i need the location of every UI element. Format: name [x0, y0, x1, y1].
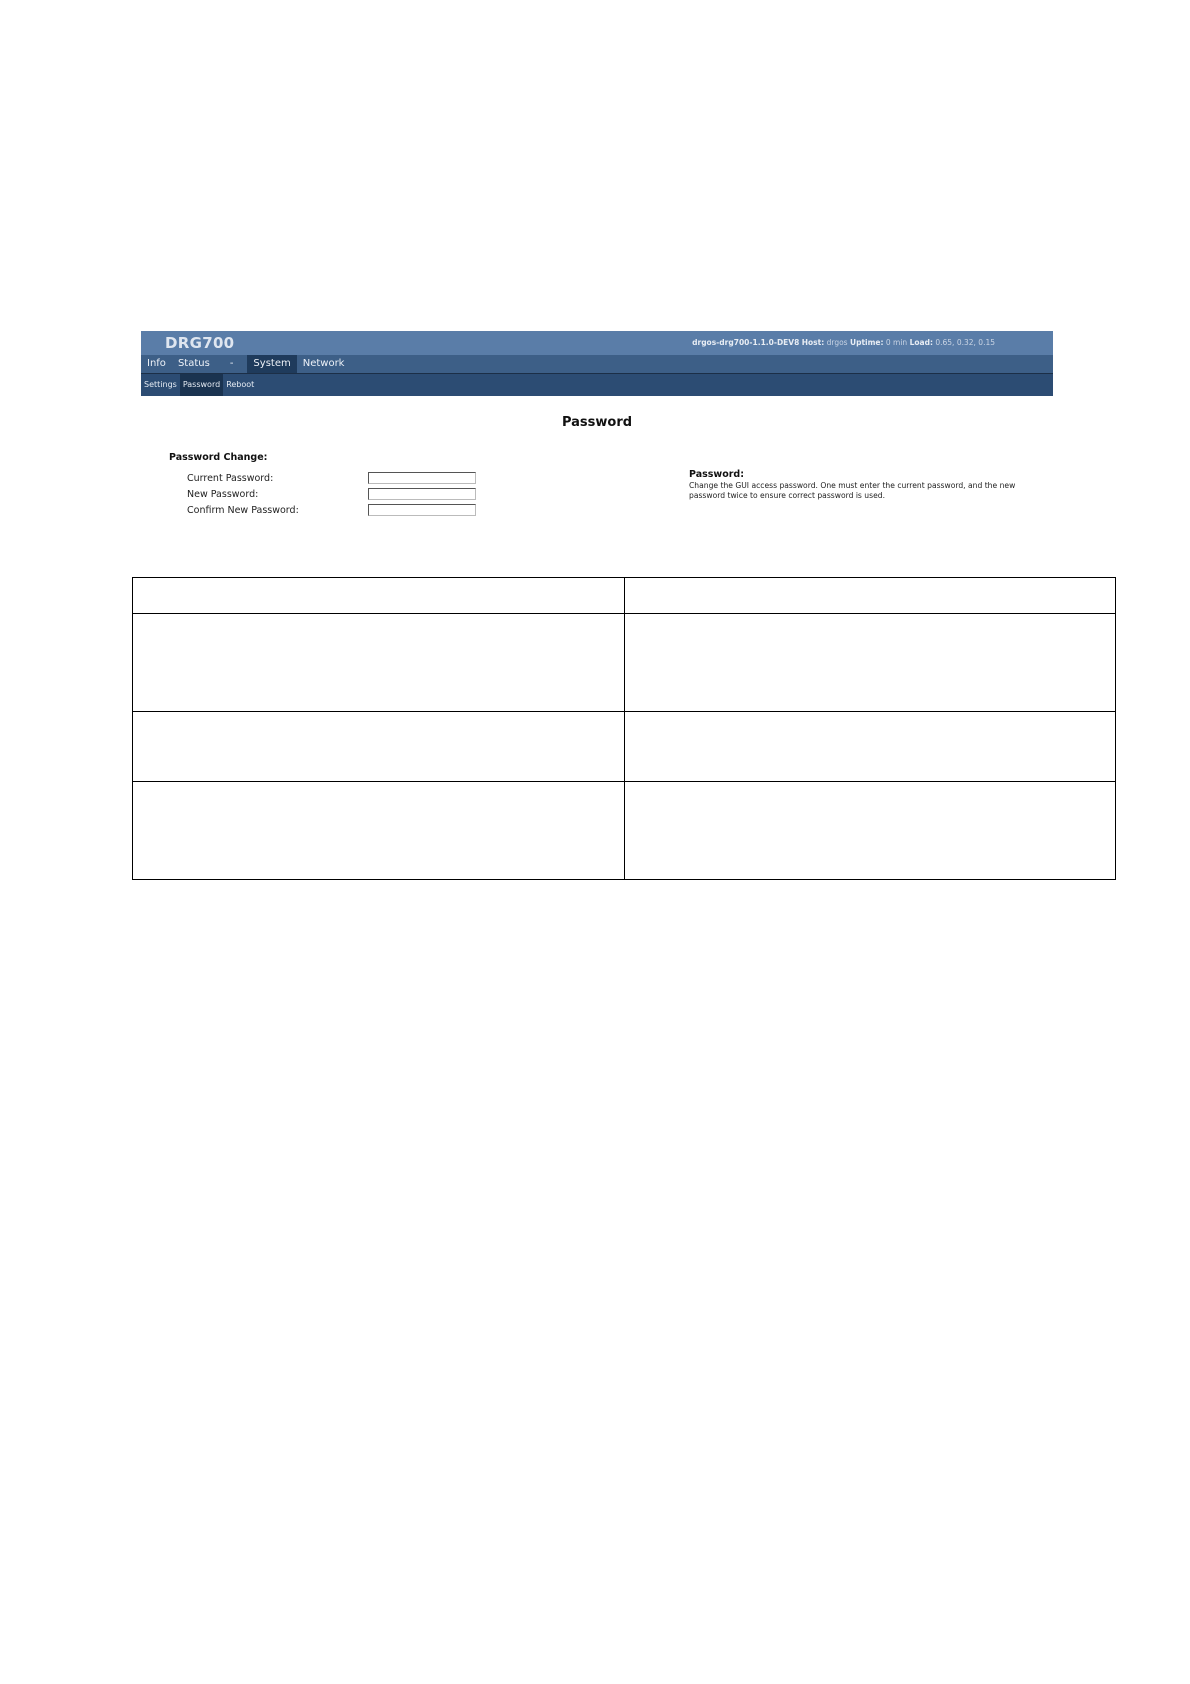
table-cell: [625, 712, 1116, 782]
load-label: Load:: [909, 338, 933, 347]
new-password-row: [187, 489, 517, 503]
table-row: [133, 614, 1116, 712]
confirm-password-input[interactable]: [368, 504, 476, 516]
confirm-password-label: Confirm New Password:: [187, 505, 299, 516]
current-password-input[interactable]: [368, 472, 476, 484]
system-info: [692, 338, 995, 347]
table-cell: [133, 712, 625, 782]
table-cell: [625, 782, 1116, 880]
table-cell: [133, 782, 625, 880]
form-heading: Password Change:: [169, 452, 268, 463]
table-cell: [625, 578, 1116, 614]
host-value: drgos: [826, 338, 848, 347]
table-cell: [133, 614, 625, 712]
subtab-password[interactable]: Password: [180, 374, 223, 396]
subtab-reboot[interactable]: Reboot: [226, 380, 255, 389]
current-password-row: [187, 473, 517, 487]
new-password-label: New Password:: [187, 489, 259, 500]
page-title: Password: [561, 415, 633, 430]
uptime-value: 0 min: [885, 338, 908, 347]
firmware-version: drgos-drg700-1.1.0-DEV8: [692, 338, 800, 347]
header-bar: [141, 331, 1053, 355]
tab-info[interactable]: Info: [147, 358, 166, 369]
subtab-settings[interactable]: Settings: [144, 380, 177, 389]
uptime-label: Uptime:: [849, 338, 884, 347]
tab-system[interactable]: System: [247, 355, 296, 373]
tab-separator[interactable]: -: [229, 358, 234, 369]
help-text: Change the GUI access password. One must enter the current password, and the new password twice to ensure correct password is used.: [689, 481, 1016, 500]
current-password-label: Current Password:: [187, 473, 274, 484]
empty-table: [132, 577, 1116, 880]
help-panel: [689, 469, 1039, 500]
new-password-input[interactable]: [368, 488, 476, 500]
table-row: [133, 712, 1116, 782]
router-gui-screenshot: [141, 331, 1053, 521]
sub-nav: [141, 374, 1053, 396]
tab-status[interactable]: Status: [177, 358, 210, 369]
table-row: [133, 578, 1116, 614]
main-nav: [141, 355, 1053, 374]
load-value: 0.65, 0.32, 0.15: [935, 338, 995, 347]
table-cell: [133, 578, 625, 614]
help-title: Password:: [689, 469, 745, 480]
table-row: [133, 782, 1116, 880]
brand-logo: DRG700: [165, 334, 235, 352]
confirm-password-row: [187, 505, 517, 519]
table-cell: [625, 614, 1116, 712]
tab-network[interactable]: Network: [302, 358, 345, 369]
host-label: Host:: [801, 338, 825, 347]
